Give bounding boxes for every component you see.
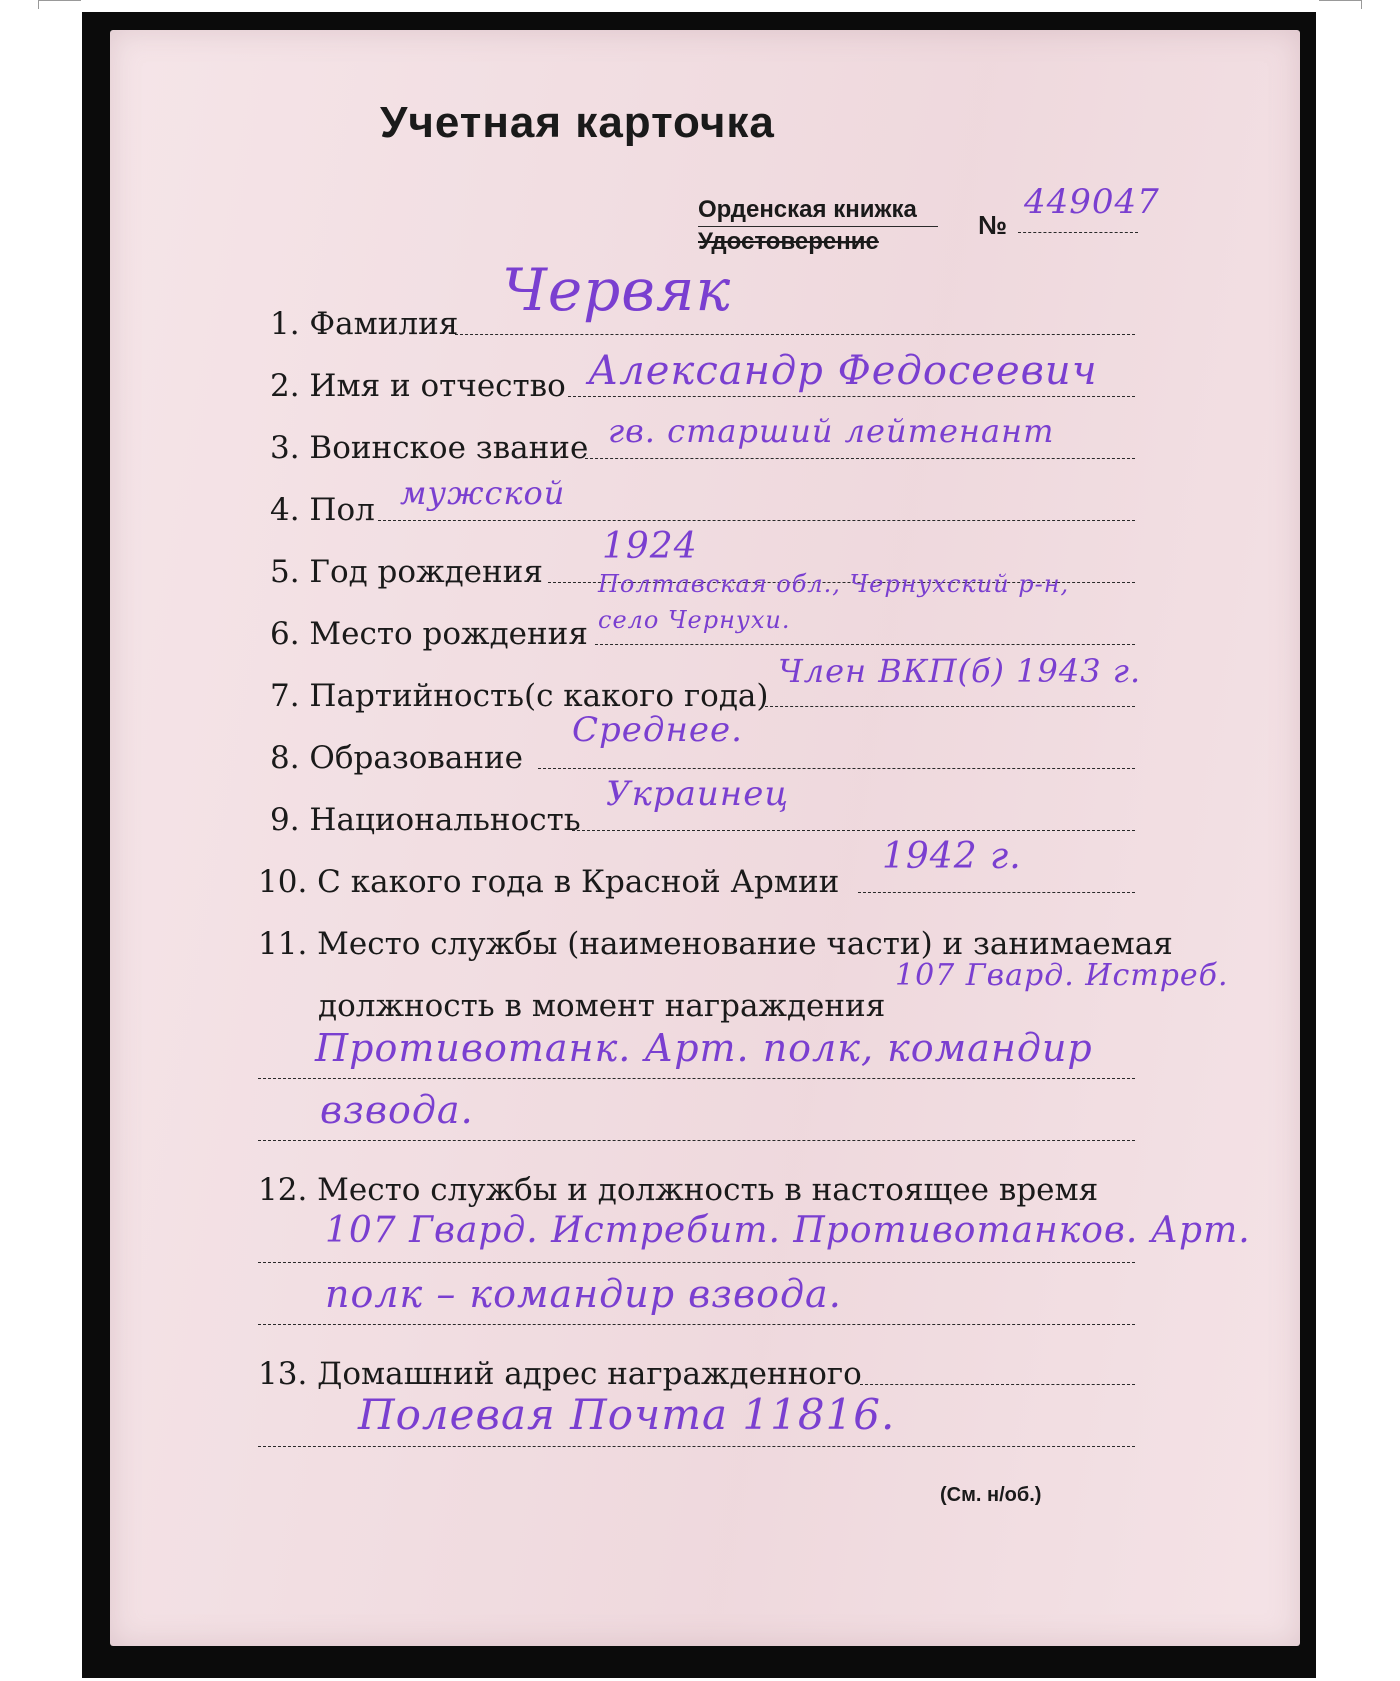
field-surname-value: Червяк [502,256,732,324]
field-current-service-value-line2: полк – командир взвода. [325,1272,842,1316]
field-current-service-label: 12. Место службы и должность в настоящее время [258,1172,1099,1208]
field-party-line [765,706,1135,707]
field-award-service-value-line2: Противотанк. Арт. полк, командир [315,1026,1093,1070]
field-home-address-line2 [258,1446,1135,1447]
field-name-value: Александр Федосеевич [588,348,1098,394]
field-rank-line [585,458,1135,459]
order-book-number: 449047 [1024,182,1160,222]
field-sex-label: 4. Пол [270,492,375,528]
field-current-service-line2 [258,1324,1135,1325]
field-award-service-label-line1: 11. Место службы (наименование части) и занимаемая [258,926,1173,962]
field-education-value: Среднее. [572,710,743,750]
field-award-service-line1 [258,1078,1135,1079]
field-birthplace-value-line1: Полтавская обл., Чернухский р-н, [598,570,1070,598]
field-army-year-line [858,892,1135,893]
field-nationality-value: Украинец [606,774,790,814]
field-rank-value: гв. старший лейтенант [608,412,1055,450]
field-sex-line [378,520,1135,521]
field-birth-year-value: 1924 [602,526,698,567]
field-home-address-value: Полевая Почта 11816. [358,1390,896,1439]
certificate-label: Удостоверение [698,228,879,255]
field-current-service-value-line1: 107 Гвард. Истребит. Противотанков. Арт. [325,1210,1251,1251]
field-army-year-value: 1942 г. [882,836,1022,877]
registration-card [110,30,1300,1646]
field-home-address-label: 13. Домашний адрес награжденного [258,1356,862,1392]
number-sign: № [978,210,1007,240]
field-name-label: 2. Имя и отчество [270,368,566,404]
field-party-label: 7. Партийность(с какого года) [270,678,769,714]
card-title: Учетная карточка [380,98,775,147]
order-book-underline [698,226,938,227]
field-birth-year-label: 5. Год рождения [270,554,543,590]
field-current-service-line1 [258,1262,1135,1263]
page-corner-mark-right [1319,0,1362,9]
field-birthplace-line [595,644,1135,645]
field-surname-label: 1. Фамилия [270,306,459,342]
field-name-line [568,396,1135,397]
field-education-line [538,768,1135,769]
field-award-service-line2 [258,1140,1135,1141]
page-corner-mark-left [38,0,81,9]
field-award-service-label-line2: должность в момент награждения [318,988,886,1024]
field-party-value: Член ВКП(б) 1943 г. [778,652,1142,690]
number-line [1018,232,1138,233]
field-award-service-value-line3: взвода. [320,1088,474,1132]
field-army-year-label: 10. С какого года в Красной Армии [258,864,840,900]
field-surname-line [455,334,1135,335]
field-rank-label: 3. Воинское звание [270,430,589,466]
field-nationality-line [572,830,1135,831]
field-birthplace-label: 6. Место рождения [270,616,588,652]
field-home-address-line1 [860,1384,1135,1385]
field-education-label: 8. Образование [270,740,524,776]
field-sex-value: мужской [400,474,566,512]
field-nationality-label: 9. Национальность [270,802,581,838]
field-birthplace-value-line2: село Чернухи. [598,606,791,634]
field-award-service-value-line1: 107 Гвард. Истреб. [895,958,1229,993]
see-reverse-note: (См. н/об.) [940,1484,1042,1506]
order-book-label: Орденская книжка [698,196,917,223]
